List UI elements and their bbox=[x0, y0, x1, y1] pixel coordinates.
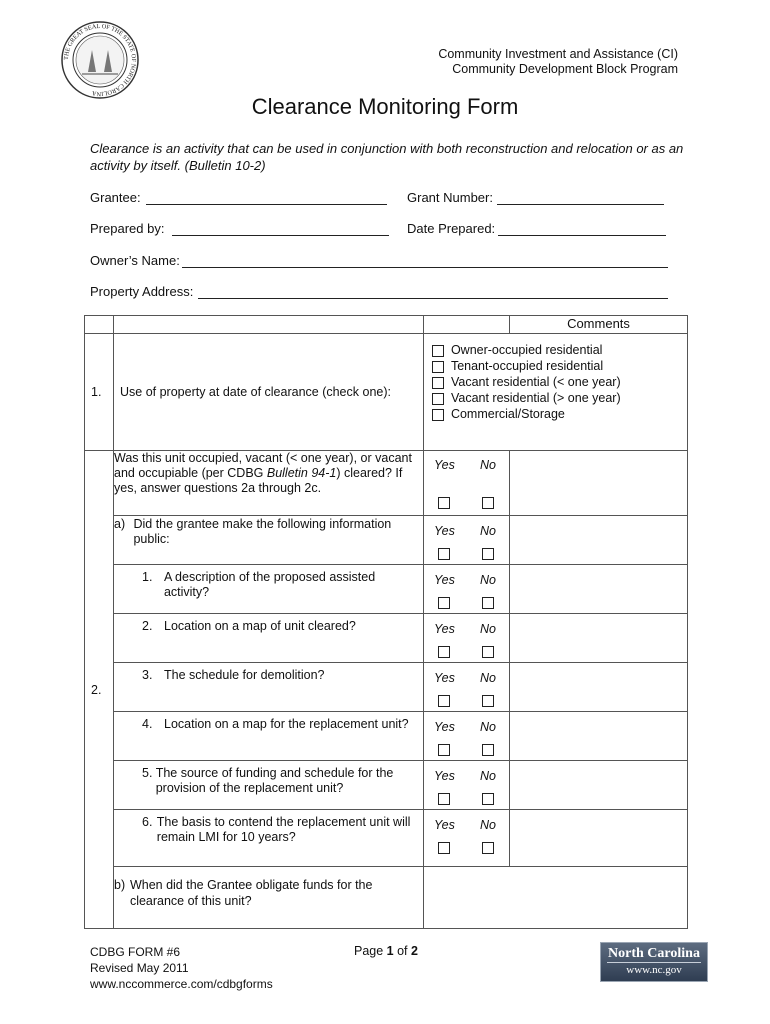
footer-revised: Revised May 2011 bbox=[90, 961, 189, 975]
page-number: Page 1 of 2 bbox=[354, 944, 418, 958]
option-vacant-gt-year[interactable]: Vacant residential (> one year) bbox=[432, 390, 687, 406]
comments-cell[interactable] bbox=[510, 663, 688, 712]
agency-line-1: Community Investment and Assistance (CI) bbox=[438, 47, 678, 61]
row-number-2: 2. bbox=[85, 451, 114, 929]
property-address-field[interactable] bbox=[198, 298, 668, 299]
option-tenant-occupied[interactable]: Tenant-occupied residential bbox=[432, 358, 687, 374]
comments-cell[interactable] bbox=[510, 810, 688, 867]
no-checkbox[interactable] bbox=[482, 744, 494, 756]
yes-checkbox[interactable] bbox=[438, 744, 450, 756]
yes-no-cell: Yes No bbox=[424, 614, 510, 663]
comments-cell[interactable] bbox=[510, 451, 688, 516]
subitem-question: 4. Location on a map for the replacement unit? bbox=[114, 712, 424, 761]
yes-no-cell: Yes No bbox=[424, 810, 510, 867]
footer-form-info bbox=[90, 944, 273, 992]
row1-options bbox=[424, 334, 688, 451]
header-cell-num bbox=[85, 316, 114, 334]
no-checkbox[interactable] bbox=[482, 548, 494, 560]
grant-number-label: Grant Number: bbox=[407, 190, 493, 205]
agency-header bbox=[438, 47, 678, 77]
no-checkbox[interactable] bbox=[482, 597, 494, 609]
table-row-2a-4 bbox=[85, 712, 688, 761]
yes-no-cell: Yes No bbox=[424, 761, 510, 810]
clearance-table bbox=[84, 315, 688, 929]
checkbox-icon[interactable] bbox=[432, 393, 444, 405]
checkbox-icon[interactable] bbox=[432, 361, 444, 373]
table-row-2a bbox=[85, 516, 688, 565]
table-row-2a-1 bbox=[85, 565, 688, 614]
yes-checkbox[interactable] bbox=[438, 597, 450, 609]
table-header-row bbox=[85, 316, 688, 334]
yes-checkbox[interactable] bbox=[438, 695, 450, 707]
table-row-2a-5 bbox=[85, 761, 688, 810]
table-row-1 bbox=[85, 334, 688, 451]
option-commercial-storage[interactable]: Commercial/Storage bbox=[432, 406, 687, 422]
option-vacant-lt-year[interactable]: Vacant residential (< one year) bbox=[432, 374, 687, 390]
grantee-field[interactable] bbox=[146, 204, 387, 205]
header-cell-yesno bbox=[424, 316, 510, 334]
checkbox-icon[interactable] bbox=[432, 377, 444, 389]
prepared-by-field[interactable] bbox=[172, 235, 389, 236]
row2b-answer-cell[interactable] bbox=[424, 867, 688, 929]
subitem-question: 6. The basis to contend the replacement unit will remain LMI for 10 years? bbox=[114, 810, 424, 867]
footer-form-number: CDBG FORM #6 bbox=[90, 945, 181, 959]
north-carolina-logo: North Carolina www.nc.gov bbox=[600, 942, 708, 982]
comments-cell[interactable] bbox=[510, 516, 688, 565]
date-prepared-label: Date Prepared: bbox=[407, 221, 496, 236]
yes-no-cell: Yes No bbox=[424, 565, 510, 614]
yes-checkbox[interactable] bbox=[438, 842, 450, 854]
yes-checkbox[interactable] bbox=[438, 793, 450, 805]
state-seal-logo bbox=[60, 20, 140, 100]
prepared-by-label: Prepared by: bbox=[90, 221, 165, 236]
yes-checkbox[interactable] bbox=[438, 497, 450, 509]
grant-number-field[interactable] bbox=[497, 204, 664, 205]
subitem-question: 2. Location on a map of unit cleared? bbox=[114, 614, 424, 663]
row1-question: Use of property at date of clearance (check one): bbox=[114, 334, 424, 451]
table-row-2-intro bbox=[85, 451, 688, 516]
yes-checkbox[interactable] bbox=[438, 646, 450, 658]
option-owner-occupied[interactable]: Owner-occupied residential bbox=[432, 342, 687, 358]
header-cell-question bbox=[114, 316, 424, 334]
subitem-question: 3. The schedule for demolition? bbox=[114, 663, 424, 712]
table-row-2a-3 bbox=[85, 663, 688, 712]
intro-text: Clearance is an activity that can be used in conjunction with both reconstruction and relocation or as an activity by itself. (Bulletin 10-2) bbox=[90, 141, 684, 173]
comments-cell[interactable] bbox=[510, 761, 688, 810]
row2a-question: a) Did the grantee make the following information public: bbox=[114, 516, 424, 565]
no-checkbox[interactable] bbox=[482, 793, 494, 805]
yes-checkbox[interactable] bbox=[438, 548, 450, 560]
no-checkbox[interactable] bbox=[482, 646, 494, 658]
comments-cell[interactable] bbox=[510, 712, 688, 761]
yes-no-cell: Yes No bbox=[424, 663, 510, 712]
owners-name-field[interactable] bbox=[182, 267, 668, 268]
property-address-label: Property Address: bbox=[90, 284, 194, 299]
subitem-question: 1. A description of the proposed assisted activity? bbox=[114, 565, 424, 614]
agency-line-2: Community Development Block Program bbox=[452, 62, 678, 76]
comments-cell[interactable] bbox=[510, 565, 688, 614]
svg-text:THE GREAT SEAL OF THE STATE OF: THE GREAT SEAL OF THE STATE OF NORTH CAROLINA bbox=[62, 22, 138, 98]
yes-no-cell: Yes No bbox=[424, 451, 510, 516]
date-prepared-field[interactable] bbox=[498, 235, 666, 236]
row2b-question: b) When did the Grantee obligate funds for the clearance of this unit? bbox=[114, 867, 424, 929]
form-title: Clearance Monitoring Form bbox=[251, 94, 519, 119]
no-checkbox[interactable] bbox=[482, 695, 494, 707]
no-checkbox[interactable] bbox=[482, 497, 494, 509]
table-row-2a-6 bbox=[85, 810, 688, 867]
checkbox-icon[interactable] bbox=[432, 345, 444, 357]
checkbox-icon[interactable] bbox=[432, 409, 444, 421]
yes-no-cell: Yes No bbox=[424, 516, 510, 565]
comments-cell[interactable] bbox=[510, 614, 688, 663]
row-number-1: 1. bbox=[85, 334, 114, 451]
row2-intro-question: Was this unit occupied, vacant (< one year), or vacant and occupiable (per CDBG Bulletin 94-1) cleared? If yes, answer questions 2a through 2c. bbox=[114, 451, 424, 516]
subitem-question: 5. The source of funding and schedule for the provision of the replacement unit? bbox=[114, 761, 424, 810]
grantee-label: Grantee: bbox=[90, 190, 141, 205]
no-checkbox[interactable] bbox=[482, 842, 494, 854]
table-row-2a-2 bbox=[85, 614, 688, 663]
owners-name-label: Owner’s Name: bbox=[90, 253, 180, 268]
comments-header: Comments bbox=[510, 316, 688, 334]
yes-no-cell: Yes No bbox=[424, 712, 510, 761]
footer-url[interactable]: www.nccommerce.com/cdbgforms bbox=[90, 977, 273, 991]
table-row-2b bbox=[85, 867, 688, 929]
